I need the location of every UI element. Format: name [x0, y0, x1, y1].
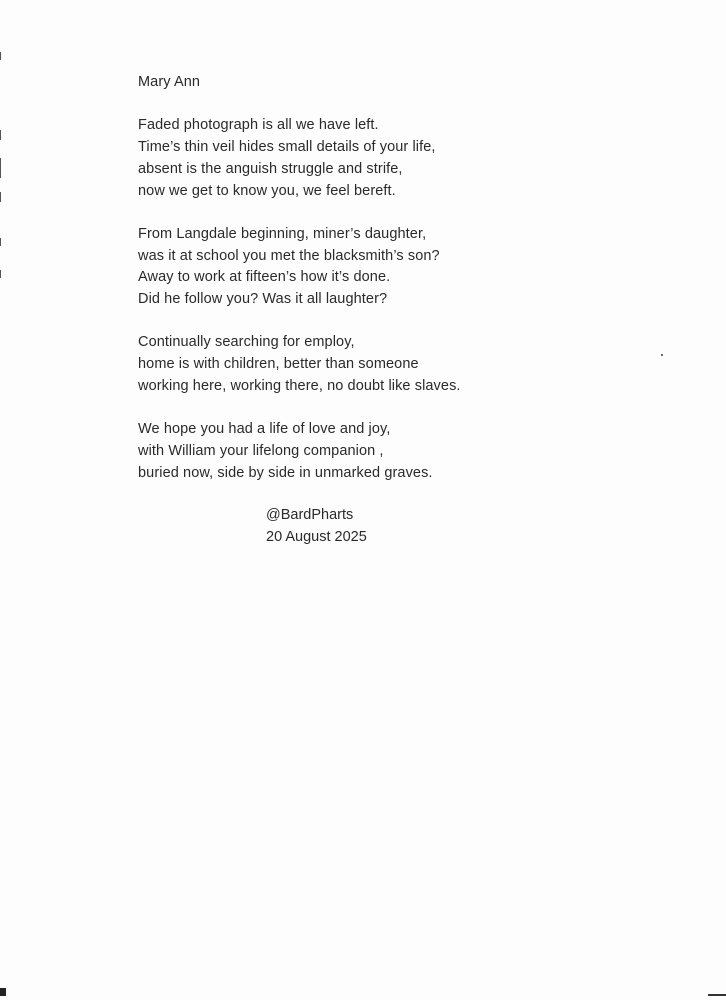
- poem-title: Mary Ann: [138, 74, 201, 90]
- poem-date: 20 August 2025: [266, 528, 367, 545]
- author-handle: @BardPharts: [266, 507, 354, 523]
- scan-speck: [661, 354, 663, 356]
- poem-line: Did he follow you? Was it all laughter?: [138, 291, 388, 307]
- poem-line: absent is the anguish struggle and strife,: [138, 160, 403, 177]
- scan-mark: [0, 192, 1, 202]
- poem-line: home is with children, better than someone: [138, 356, 419, 373]
- poem-line: now we get to know you, we feel bereft.: [138, 182, 396, 199]
- stanza-1: [138, 115, 698, 202]
- poem-line: Continually searching for employ,: [138, 334, 355, 351]
- poem-line: working here, working there, no doubt like slaves.: [138, 377, 461, 394]
- scan-mark: [0, 270, 1, 278]
- poem: [138, 72, 698, 506]
- scan-mark: [0, 988, 6, 996]
- poem-line: Faded photograph is all we have left.: [138, 117, 379, 134]
- stanza-3: [138, 332, 698, 397]
- poem-line: We hope you had a life of love and joy,: [138, 421, 391, 438]
- poem-line: with William your lifelong companion ,: [138, 442, 384, 459]
- poem-line: Time’s thin veil hides small details of your life,: [138, 139, 436, 156]
- signature-block: [266, 505, 367, 548]
- poem-line: From Langdale beginning, miner’s daughter,: [138, 225, 427, 242]
- poem-line: was it at school you met the blacksmith’s son?: [138, 247, 440, 264]
- stanza-4: [138, 419, 698, 484]
- scan-mark: [0, 130, 1, 140]
- poem-line: Away to work at fifteen’s how it’s done.: [138, 269, 391, 286]
- stanza-2: [138, 224, 698, 311]
- poem-line: buried now, side by side in unmarked graves.: [138, 464, 433, 481]
- scan-mark: [0, 158, 1, 178]
- scan-mark: [0, 52, 1, 60]
- scan-mark: [0, 238, 1, 246]
- scan-mark: [708, 994, 726, 996]
